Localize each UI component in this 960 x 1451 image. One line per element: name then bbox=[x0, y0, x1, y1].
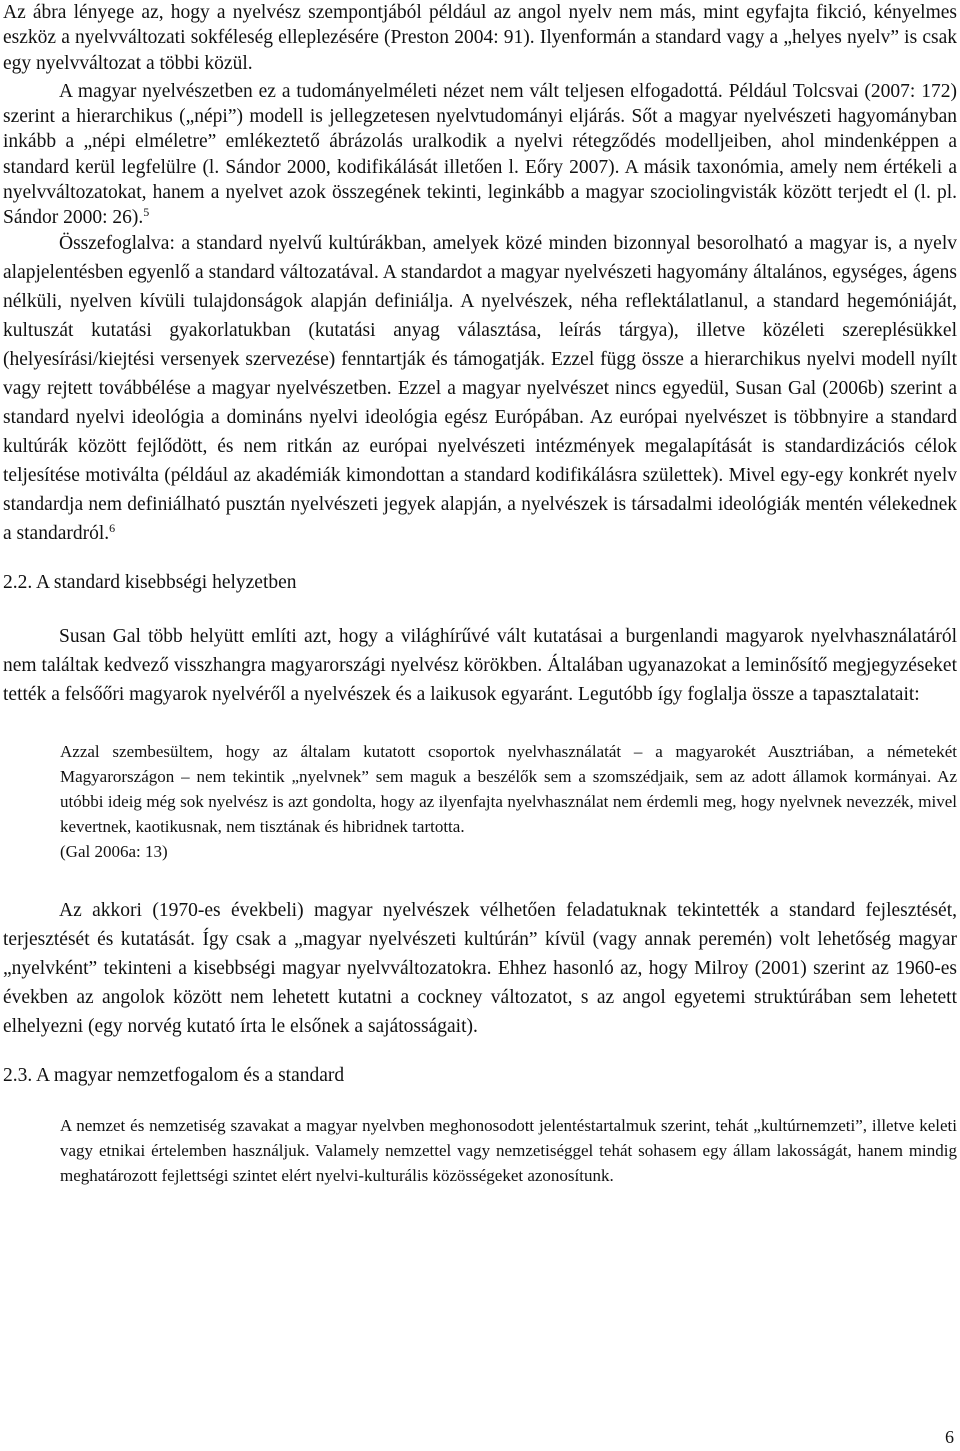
paragraph-5: Az akkori (1970-es évekbeli) magyar nyelvészek vélhetően feladatuknak tekintették a standard fejlesztését, terjesztését és kutatását. Így csak a „magyar nyelvészeti kultúrán” kívül (vagy annak peremén) volt lehetőség magyar „nyelvként” tekinteni a kisebbségi magyar nyelvváltozatokra. Ehhez hasonló az, hogy Milroy (2001) szerint az 1960-es években az angolok között nem lehetett kutatni a cockney változatot, s az angol egyetemi struktúrában sem lehetett elhelyezni (egy norvég kutató írta le elsőnek a sajátosságait). bbox=[3, 899, 957, 1037]
paragraph-3-text: Összefoglalva: a standard nyelvű kultúrákban, amelyek közé minden bizonnyal besorolható a magyar is, a nyelv alapjelentésben egyenlő a standard változatával. A standardot a magyar nyelvészeti hagyomány általános, egységes, ágens nélküli, nyelven kívüli tulajdonságok alapján definiálja. A nyelvészek, néha reflektálatlanul, a standard hegemóniáját, kultuszát kutatási gyakorlatukban (kutatási anyag választása, leírás tárgya), illetve közéleti szereplésükkel (helyesírási/kiejtési versenyek szervezése) fenntartják és támogatják. Ezzel függ össze a hierarchikus nyelvi modell nyílt vagy rejtett továbbélése a magyar nyelvészetben. Ezzel a magyar nyelvészet nincs egyedül, Susan Gal (2006b) szerint a standard nyelvi ideológia a domináns nyelvi ideológia egész Európában. Az európai nyelvészet is többnyire a standard kultúrák között fejlődött, és nem ritkán az európai nyelvészeti intézmények megalapítását is standardizációs célok teljesítése motiválta (például az akadémiák kimondottan a standard kodifikálásra születtek). Mivel egy-egy konkrét nyelv standardja nem definiálható pusztán nyelvészeti jegyek alapján, a nyelvészek is társadalmi ideológiák mentén vélekednek a standardról. bbox=[3, 232, 957, 544]
document-page bbox=[3, 0, 957, 1189]
block-quote: Azzal szembesültem, hogy az általam kutatott csoportok nyelvhasználatát – a magyarokét Ausztriában, a németekét Magyarországon – nem tekintik „nyelvnek” sem maguk a beszélők sem a szomszédjaik, sem az adott államok kormányai. Az utóbbi ideig még sok nyelvész is azt gondolta, hogy az ilyenfajta nyelvhasználat nem érdemli meg, hogy nyelvnek nevezzék, mivel kevertnek, kaotikusnak, nem tisztának és hibridnek tartotta. bbox=[60, 741, 957, 836]
paragraph-2-text: A magyar nyelvészetben ez a tudományelméleti nézet nem vált teljesen elfogadottá. Például Tolcsvai (2007: 172) szerint a hierarchikus („népi”) modell is jellegzetesen nyelvtudományi eljárás. Sőt a magyar nyelvészeti hagyományban inkább a „népi elméletre” emlékeztető ábrázolás uralkodik a nyelvi rétegződés modelljeiben, ahol mindenképpen a standard kerül legfelülre (l. Sándor 2000, kodifikálását illetően l. Eőry 2007). A másik taxonómia, amely nem értékeli a nyelvváltozatokat, hanem a nyelvet azok összegének tekinti, leginkább a magyar szociolingvisták között terjedt el (l. pl. Sándor 2000: 26). bbox=[3, 80, 957, 229]
paragraph-1: Az ábra lényege az, hogy a nyelvész szempontjából például az angol nyelv nem más, mint egyfajta fikció, kényelmes eszköz a nyelvváltozati sokféleség elleplezésére (Preston 2004: 91). Ilyenformán a standard vagy a „helyes nyelv” is csak egy nyelvváltozat a többi közül. bbox=[3, 2, 957, 74]
section-heading-2-3: 2.3. A magyar nemzetfogalom és a standard bbox=[3, 1064, 345, 1086]
paragraph-2 bbox=[3, 79, 957, 231]
footnote-ref-5: 5 bbox=[143, 205, 150, 220]
paragraph-3 bbox=[3, 229, 957, 548]
quote-source: (Gal 2006a: 13) bbox=[60, 841, 168, 861]
paragraph-6: A nemzet és nemzetiség szavakat a magyar nyelvben meghonosodott jelentéstartalmuk szerint, tehát „kultúrnemzeti”, illetve keleti vagy etnikai értelemben használjuk. Valamely nemzettel vagy nemzetiséggel tehát sohasem egy állam lakosságát, hanem mindig meghatározott fejlettségi szintet elért nyelvi-kulturális közösségeket azonosítunk. bbox=[60, 1115, 957, 1186]
section-heading-2-2: 2.2. A standard kisebbségi helyzetben bbox=[3, 571, 297, 593]
page-number: 6 bbox=[945, 1427, 954, 1447]
footnote-ref-6: 6 bbox=[109, 520, 116, 535]
paragraph-4: Susan Gal több helyütt említi azt, hogy a világhírűvé vált kutatásai a burgenlandi magyarok nyelvhasználatáról nem találtak kedvező visszhangra magyarországi nyelvész körökben. Általában ugyanazokat a leminősítő megjegyzéseket tették a felsőőri magyarok nyelvéről a nyelvészek és a laikusok egyaránt. Legutóbb így foglalja össze a tapasztalatait: bbox=[3, 625, 957, 705]
